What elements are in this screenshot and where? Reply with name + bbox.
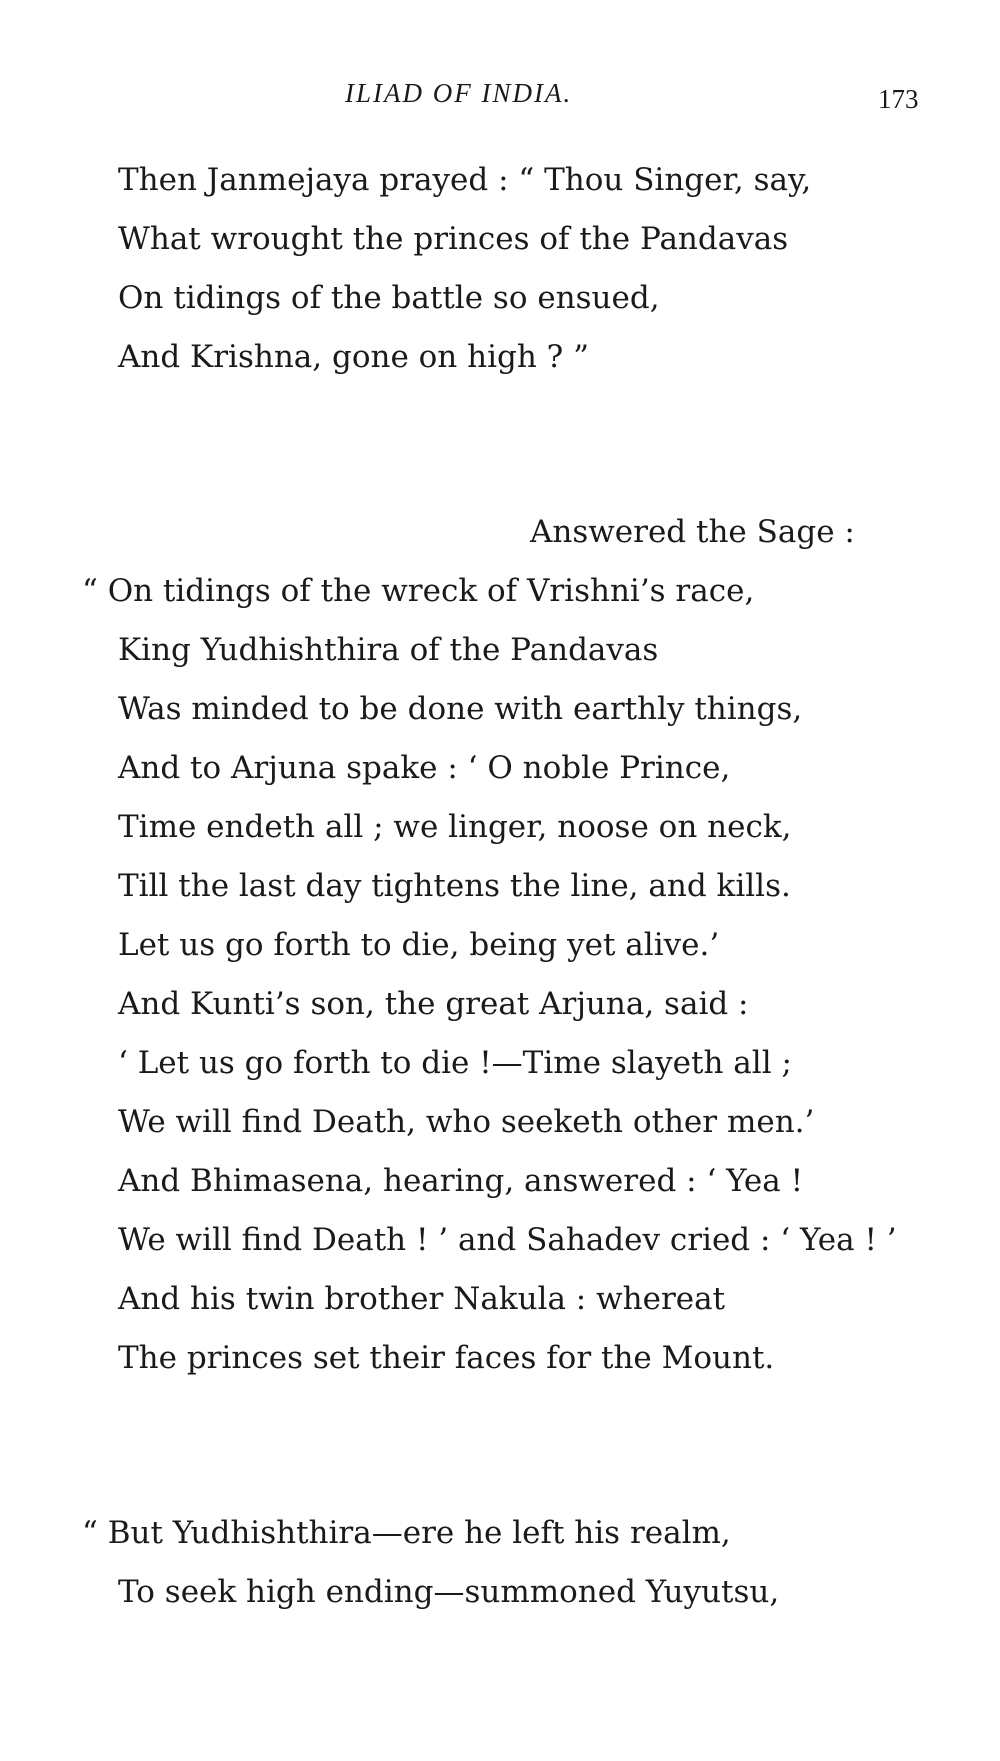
verse-line: Was minded to be done with earthly things, bbox=[118, 691, 803, 727]
verse-line: We will find Death ! ’ and Sahadev cried : ‘ Yea ! ’ bbox=[118, 1222, 897, 1258]
verse-line-answer: Answered the Sage : bbox=[530, 514, 855, 550]
verse-line: And his twin brother Nakula : whereat bbox=[118, 1281, 726, 1317]
verse-line: On tidings of the battle so ensued, bbox=[118, 280, 660, 316]
verse-line: To seek high ending—summoned Yuyutsu, bbox=[118, 1574, 780, 1610]
running-head: ILIAD OF INDIA. bbox=[345, 78, 573, 108]
verse-line: “ On tidings of the wreck of Vrishni’s race, bbox=[82, 573, 755, 609]
verse-line: Let us go forth to die, being yet alive.’ bbox=[118, 927, 720, 963]
verse-line: “ But Yudhishthira—ere he left his realm, bbox=[82, 1515, 731, 1551]
verse-line: ‘ Let us go forth to die !—Time slayeth all ; bbox=[118, 1045, 792, 1081]
verse-line: King Yudhishthira of the Pandavas bbox=[118, 632, 659, 668]
verse-line: And Bhimasena, hearing, answered : ‘ Yea ! bbox=[118, 1163, 804, 1199]
verse-line: And to Arjuna spake : ‘ O noble Prince, bbox=[118, 750, 731, 786]
verse-line: The princes set their faces for the Mount. bbox=[118, 1340, 775, 1376]
verse-line: And Kunti’s son, the great Arjuna, said : bbox=[118, 986, 749, 1022]
verse-line: Time endeth all ; we linger, noose on neck, bbox=[118, 809, 792, 845]
verse-line: Then Janmejaya prayed : “ Thou Singer, say, bbox=[118, 162, 812, 198]
verse-line: Till the last day tightens the line, and kills. bbox=[118, 868, 791, 904]
verse-line: What wrought the princes of the Pandavas bbox=[118, 221, 789, 257]
verse-line: We will find Death, who seeketh other men.’ bbox=[118, 1104, 815, 1140]
page-number: 173 bbox=[878, 84, 919, 114]
verse-line: And Krishna, gone on high ? ” bbox=[118, 339, 589, 375]
